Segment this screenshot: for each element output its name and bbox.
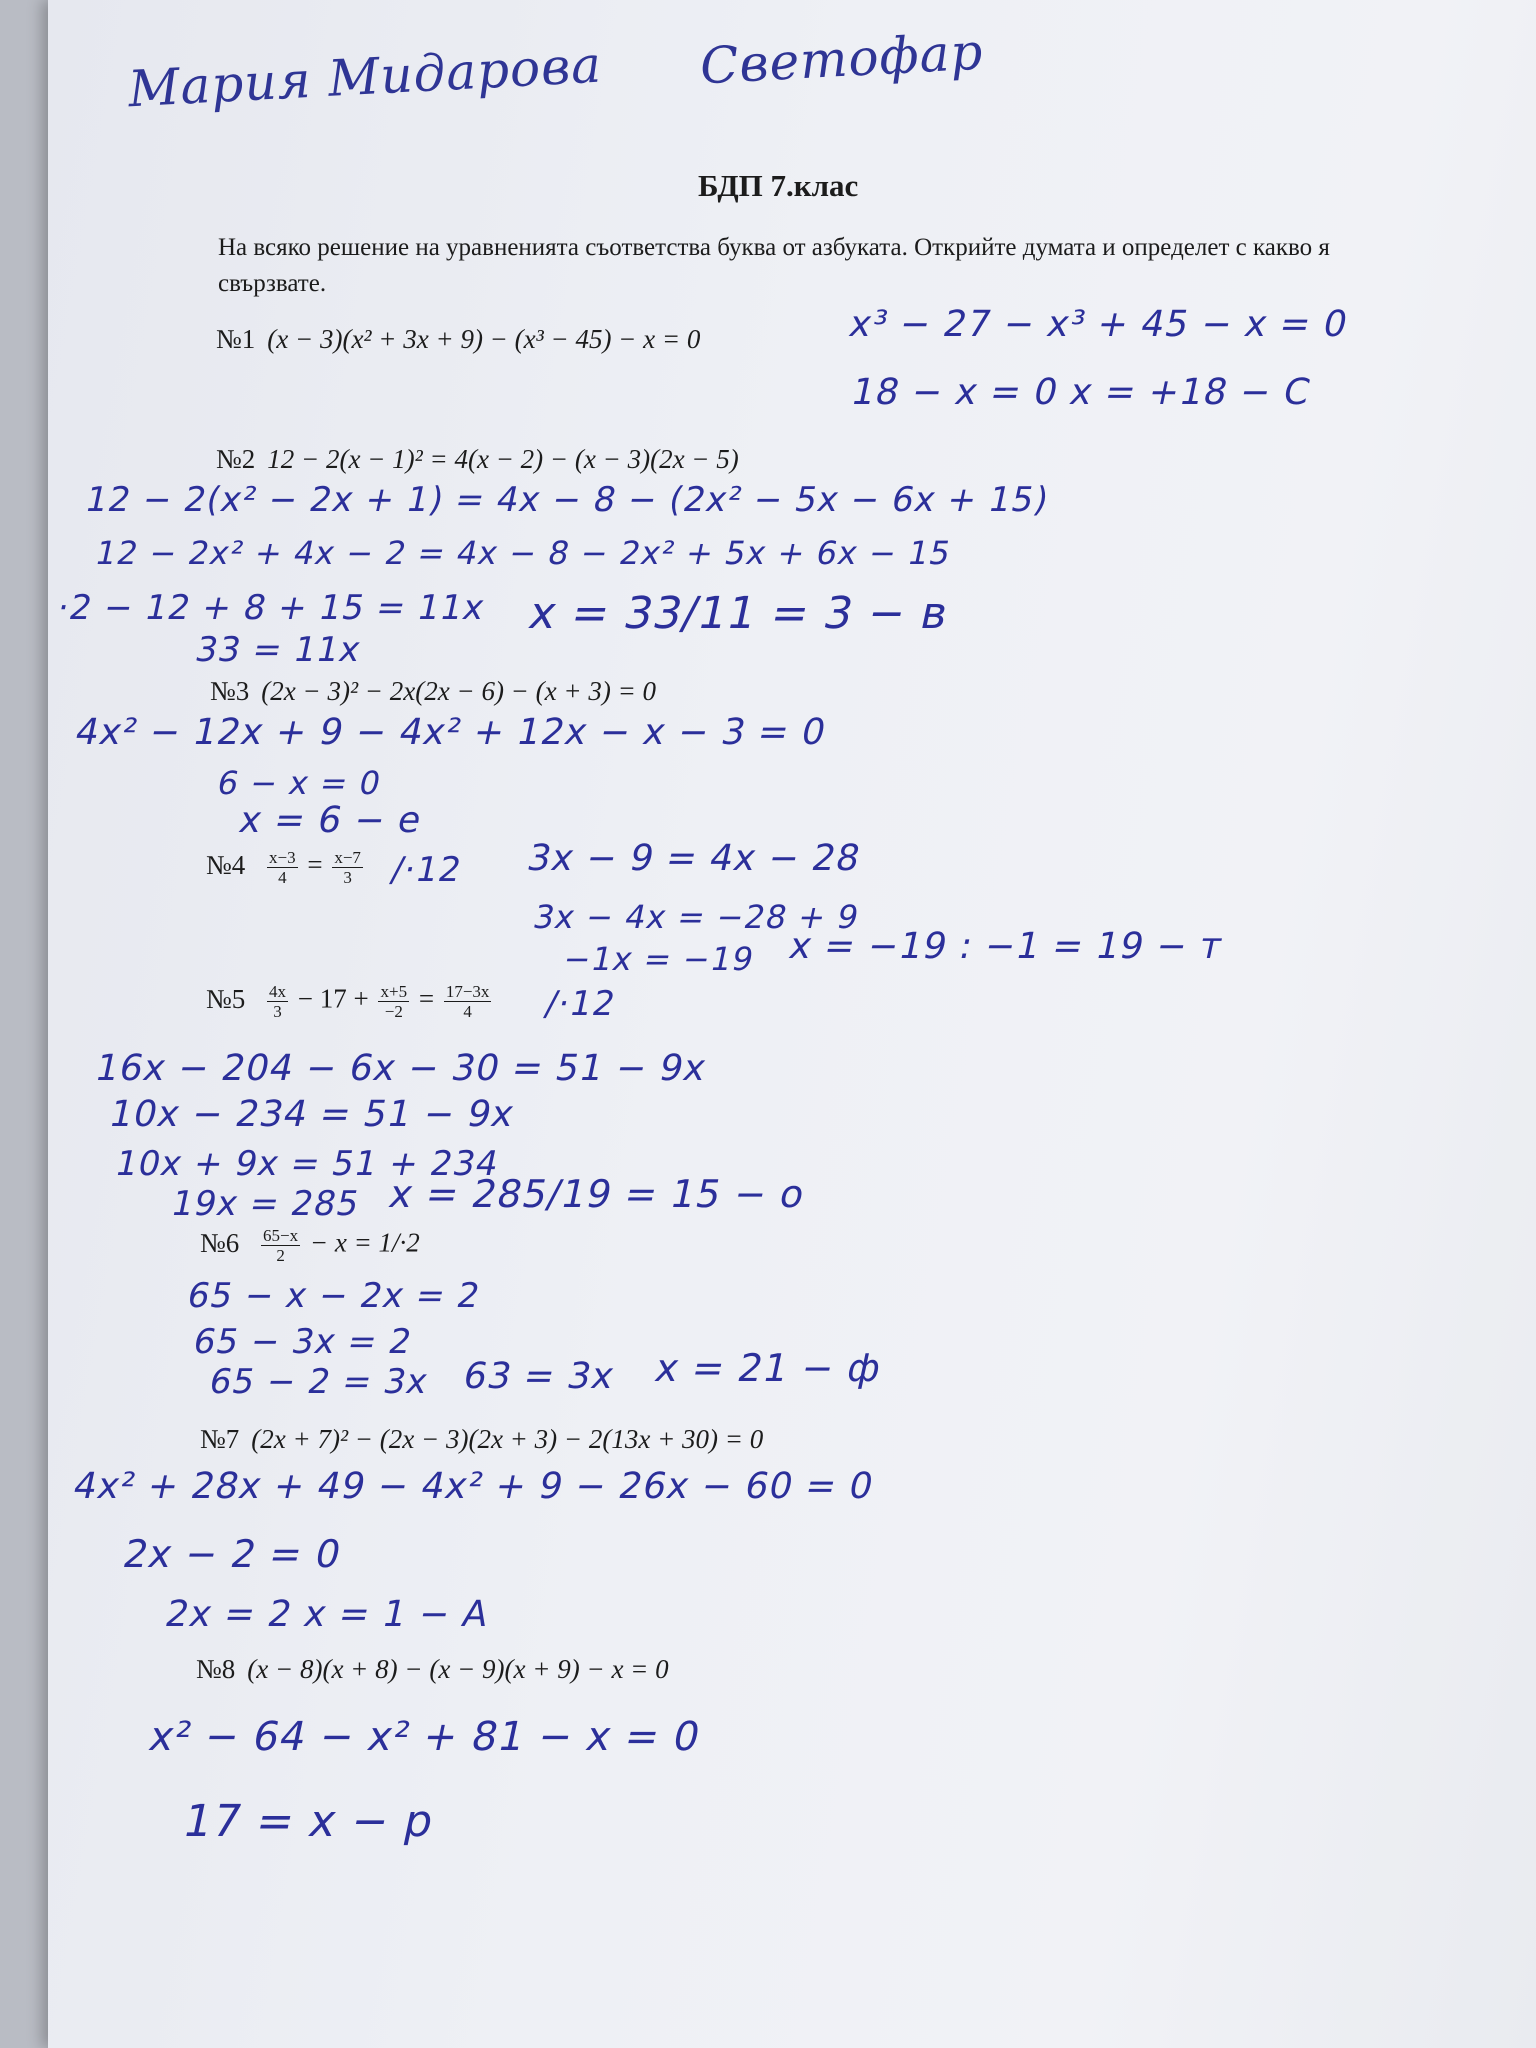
task-4-equation: №4 $\frac{x-3}{4}$ = $\frac{x-7}{3}$ <box>206 848 361 887</box>
task-6-work-line: 65 − 3x = 2 <box>189 1322 417 1362</box>
task-label: №6 <box>200 1227 240 1258</box>
task-7-work-line: 2x = 2 x = 1 − А <box>161 1594 493 1635</box>
task-label: №3 <box>210 676 250 706</box>
equation-text: 12 − 2(x − 1)² = 4(x − 2) − (x − 3)(2x − 5) <box>267 444 739 474</box>
task-3-equation <box>210 676 656 707</box>
fraction: $\frac{17-3x}{4}$ <box>445 982 490 1021</box>
task-5-work-line: 10x + 9x = 51 + 234 <box>111 1144 503 1184</box>
task-4-work-line: −1x = −19 <box>559 940 758 978</box>
task-5-work-line: x = 285/19 = 15 − о <box>385 1172 810 1216</box>
task-5-work-line: 19x = 285 <box>167 1184 364 1224</box>
task-2-work-line: 33 = 11x <box>191 630 366 670</box>
fraction: $\frac{x-7}{3}$ <box>334 848 361 887</box>
task-3-work-line: 4x² − 12x + 9 − 4x² + 12x − x − 3 = 0 <box>71 712 831 753</box>
task-6-work-line: 65 − x − 2x = 2 <box>183 1276 485 1316</box>
fraction: $\frac{x-3}{4}$ <box>269 848 296 887</box>
instructions: На всяко решение на уравненията съответства буква от азбуката. Открийте думата и определет с какво я свързвате. <box>218 234 1330 297</box>
task-4-work-line: x = −19 : −1 = 19 − т <box>785 926 1227 967</box>
task-4-work-line: 3x − 4x = −28 + 9 <box>529 898 863 936</box>
task-1-work-line: 18 − x = 0 x = +18 − С <box>847 372 1315 413</box>
task-6-work-line: 63 = 3x <box>459 1356 619 1397</box>
task-5-work-line: 16x − 204 − 6x − 30 = 51 − 9x <box>91 1048 711 1089</box>
answer-word: Светофар <box>698 22 985 96</box>
task-4-work-line: 3x − 9 = 4x − 28 <box>523 838 865 879</box>
task-label: №8 <box>196 1654 236 1684</box>
equation-text: (2x − 3)² − 2x(2x − 6) − (x + 3) = 0 <box>261 676 657 706</box>
task-2-work-line: ·2 − 12 + 8 + 15 = 11x <box>53 588 489 628</box>
task-label: №4 <box>206 849 246 880</box>
task-label: №2 <box>216 444 256 474</box>
task-8-work-line: x² − 64 − x² + 81 − x = 0 <box>145 1714 705 1760</box>
task-1-equation <box>216 324 700 355</box>
task-2-equation <box>216 444 739 475</box>
task-4-multiplier: /·12 <box>387 850 466 890</box>
task-3-work-line: x = 6 − е <box>235 800 426 841</box>
task-5-work-line: 10x − 234 = 51 − 9x <box>105 1094 519 1135</box>
task-label: №1 <box>216 324 256 354</box>
fraction: $\frac{65-x}{2}$ <box>263 1226 299 1265</box>
task-6-equation: №6 $\frac{65-x}{2}$ − x = 1/·2 <box>200 1226 420 1265</box>
task-label: №7 <box>200 1424 240 1454</box>
task-8-work-line: 17 = x − р <box>178 1796 440 1847</box>
task-1-work-line: x³ − 27 − x³ + 45 − x = 0 <box>845 304 1352 345</box>
task-8-equation <box>196 1654 669 1685</box>
equation-text: (x − 3)(x² + 3x + 9) − (x³ − 45) − x = 0 <box>267 324 701 354</box>
fraction: $\frac{x+5}{-2}$ <box>380 982 408 1021</box>
task-5-equation: №5 $\frac{4x}{3}$ − 17 + $\frac{x+5}{-2}$ = $\frac{17-3x}{4}$ <box>206 982 490 1021</box>
task-6-work-line: 65 − 2 = 3x <box>205 1362 433 1402</box>
task-7-work-line: 4x² + 28x + 49 − 4x² + 9 − 26x − 60 = 0 <box>69 1466 878 1507</box>
equation-text: (2x + 7)² − (2x − 3)(2x + 3) − 2(13x + 30) = 0 <box>251 1424 764 1454</box>
task-7-work-line: 2x − 2 = 0 <box>119 1532 346 1576</box>
task-3-work-line: 6 − x = 0 <box>213 764 386 802</box>
task-2-work-line: 12 − 2x² + 4x − 2 = 4x − 8 − 2x² + 5x + 6x − 15 <box>91 534 956 572</box>
task-2-work-line: 12 − 2(x² − 2x + 1) = 4x − 8 − (2x² − 5x − 6x + 15) <box>81 480 1053 520</box>
task-label: №5 <box>206 983 246 1014</box>
task-5-multiplier: /·12 <box>541 984 620 1024</box>
task-6-work-line: x = 21 − ф <box>651 1346 887 1390</box>
student-name: Мария Мидарова <box>126 35 604 119</box>
fraction: $\frac{4x}{3}$ <box>269 982 287 1021</box>
task-2-work-line: x = 33/11 = 3 − в <box>524 588 954 639</box>
page-title: БДП 7.клас <box>698 168 859 203</box>
task-7-equation <box>200 1424 763 1455</box>
equation-text: (x − 8)(x + 8) − (x − 9)(x + 9) − x = 0 <box>247 1654 669 1684</box>
